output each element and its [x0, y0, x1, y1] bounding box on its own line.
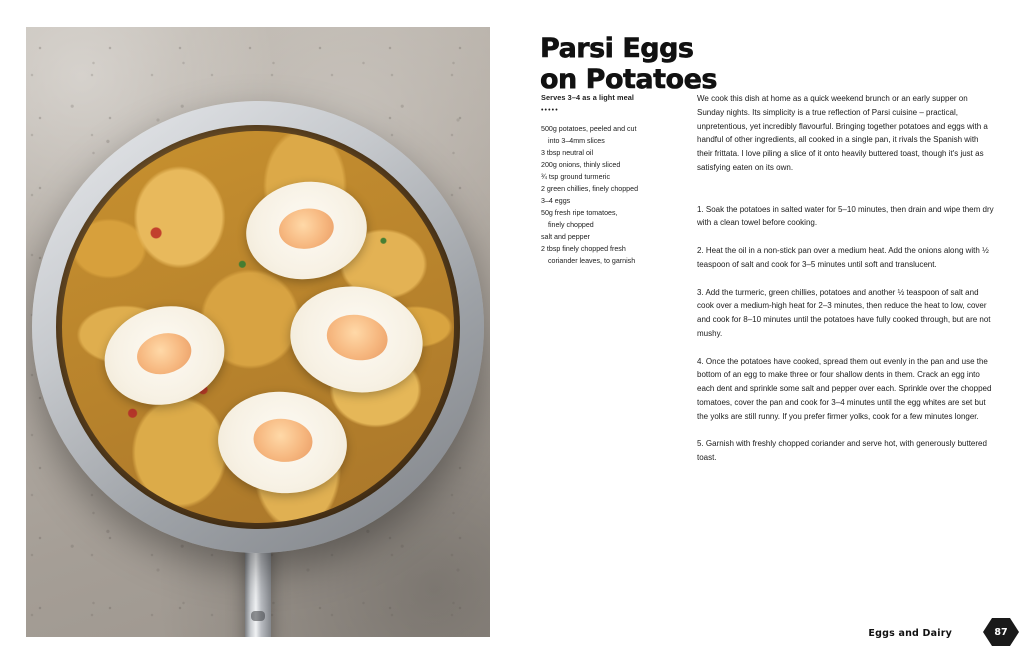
- egg-yolk: [323, 310, 391, 364]
- ingredients-column: [541, 92, 669, 268]
- list-item: into 3–4mm slices: [548, 137, 605, 146]
- page-title: [540, 34, 1000, 96]
- list-item: 3–4 eggs: [541, 197, 571, 206]
- recipe-photo: [26, 27, 490, 637]
- list-item: ¾ tsp ground turmeric: [541, 173, 610, 182]
- frying-pan: [32, 101, 484, 553]
- list-item: 2 tbsp finely chopped fresh: [541, 244, 626, 253]
- list-item: 500g potatoes, peeled and cut: [541, 125, 637, 134]
- list-item: 2 green chillies, finely chopped: [541, 185, 639, 194]
- page-footer: [540, 617, 1020, 647]
- list-item: salt and pepper: [541, 233, 590, 241]
- list-item: finely chopped: [548, 221, 594, 230]
- photo-background: [26, 27, 490, 637]
- step-2: 2. Heat the oil in a non-stick pan over a medium heat. Add the onions along with ½ teaspoon of salt and cook for 3–5 minutes until soft and translucent.: [697, 246, 989, 269]
- list-item: coriander leaves, to garnish: [548, 256, 636, 265]
- step-5: 5. Garnish with freshly chopped coriander and serve hot, with generously buttered toast.: [697, 439, 987, 462]
- recipe-text-page: [540, 0, 1020, 664]
- page-number: 87: [994, 626, 1008, 638]
- list-item: 3 tbsp neutral oil: [541, 149, 594, 158]
- egg-yolk: [251, 416, 315, 464]
- chapter-label: Eggs and Dairy: [868, 628, 952, 639]
- pan-interior: [56, 125, 460, 529]
- title-line-1: Parsi Eggs: [540, 33, 694, 65]
- list-item: 200g onions, thinly sliced: [541, 161, 621, 170]
- page-number-badge: [982, 617, 1020, 647]
- ingredients-list: [541, 124, 669, 267]
- list-item: 50g fresh ripe tomatoes,: [541, 209, 618, 218]
- egg-yolk: [276, 204, 337, 252]
- egg-yolk: [133, 327, 197, 380]
- step-1: 1. Soak the potatoes in salted water for 5–10 minutes, then drain and wipe them dry with a clean towel before cooking.: [697, 204, 994, 228]
- serves-label: Serves 3–4 as a light meal: [541, 93, 635, 102]
- title-line-2: on Potatoes: [540, 63, 717, 95]
- recipe-body: [697, 92, 994, 465]
- step-3: 3. Add the turmeric, green chillies, potatoes and another ½ teaspoon of salt and cook over a medium-high heat for 2–3 minutes, then reduce the heat to low, cover and cook for 8–10 minutes until the potatoes have fully cooked through, but are not mushy.: [697, 287, 991, 338]
- intro-paragraph: We cook this dish at home as a quick weekend brunch or an early supper on Sunday nights. Its simplicity is a true reflection of Parsi cuisine – practical, unpretentious, yet incredibly flavourful. Bringing together potatoes and eggs with a handful of other ingredients, all cooked in a single pan, it rivals the Spanish with their frittata. I love piling a slice of it onto heavily buttered toast, though it's just as satisfying eaten on its own.: [697, 94, 988, 172]
- step-4: 4. Once the potatoes have cooked, spread them out evenly in the pan and use the bottom of an egg to make three or four shallow dents in them. Crack an egg into each dent and sprinkle some salt and pepper over each. Sprinkle over the chopped tomatoes, cover the pan and cook for 3–4 minutes until the egg whites are set but the yolks are still runny. If you prefer firmer yolks, cook for a few minutes longer.: [697, 356, 992, 421]
- dotted-rule: •••••: [541, 106, 559, 114]
